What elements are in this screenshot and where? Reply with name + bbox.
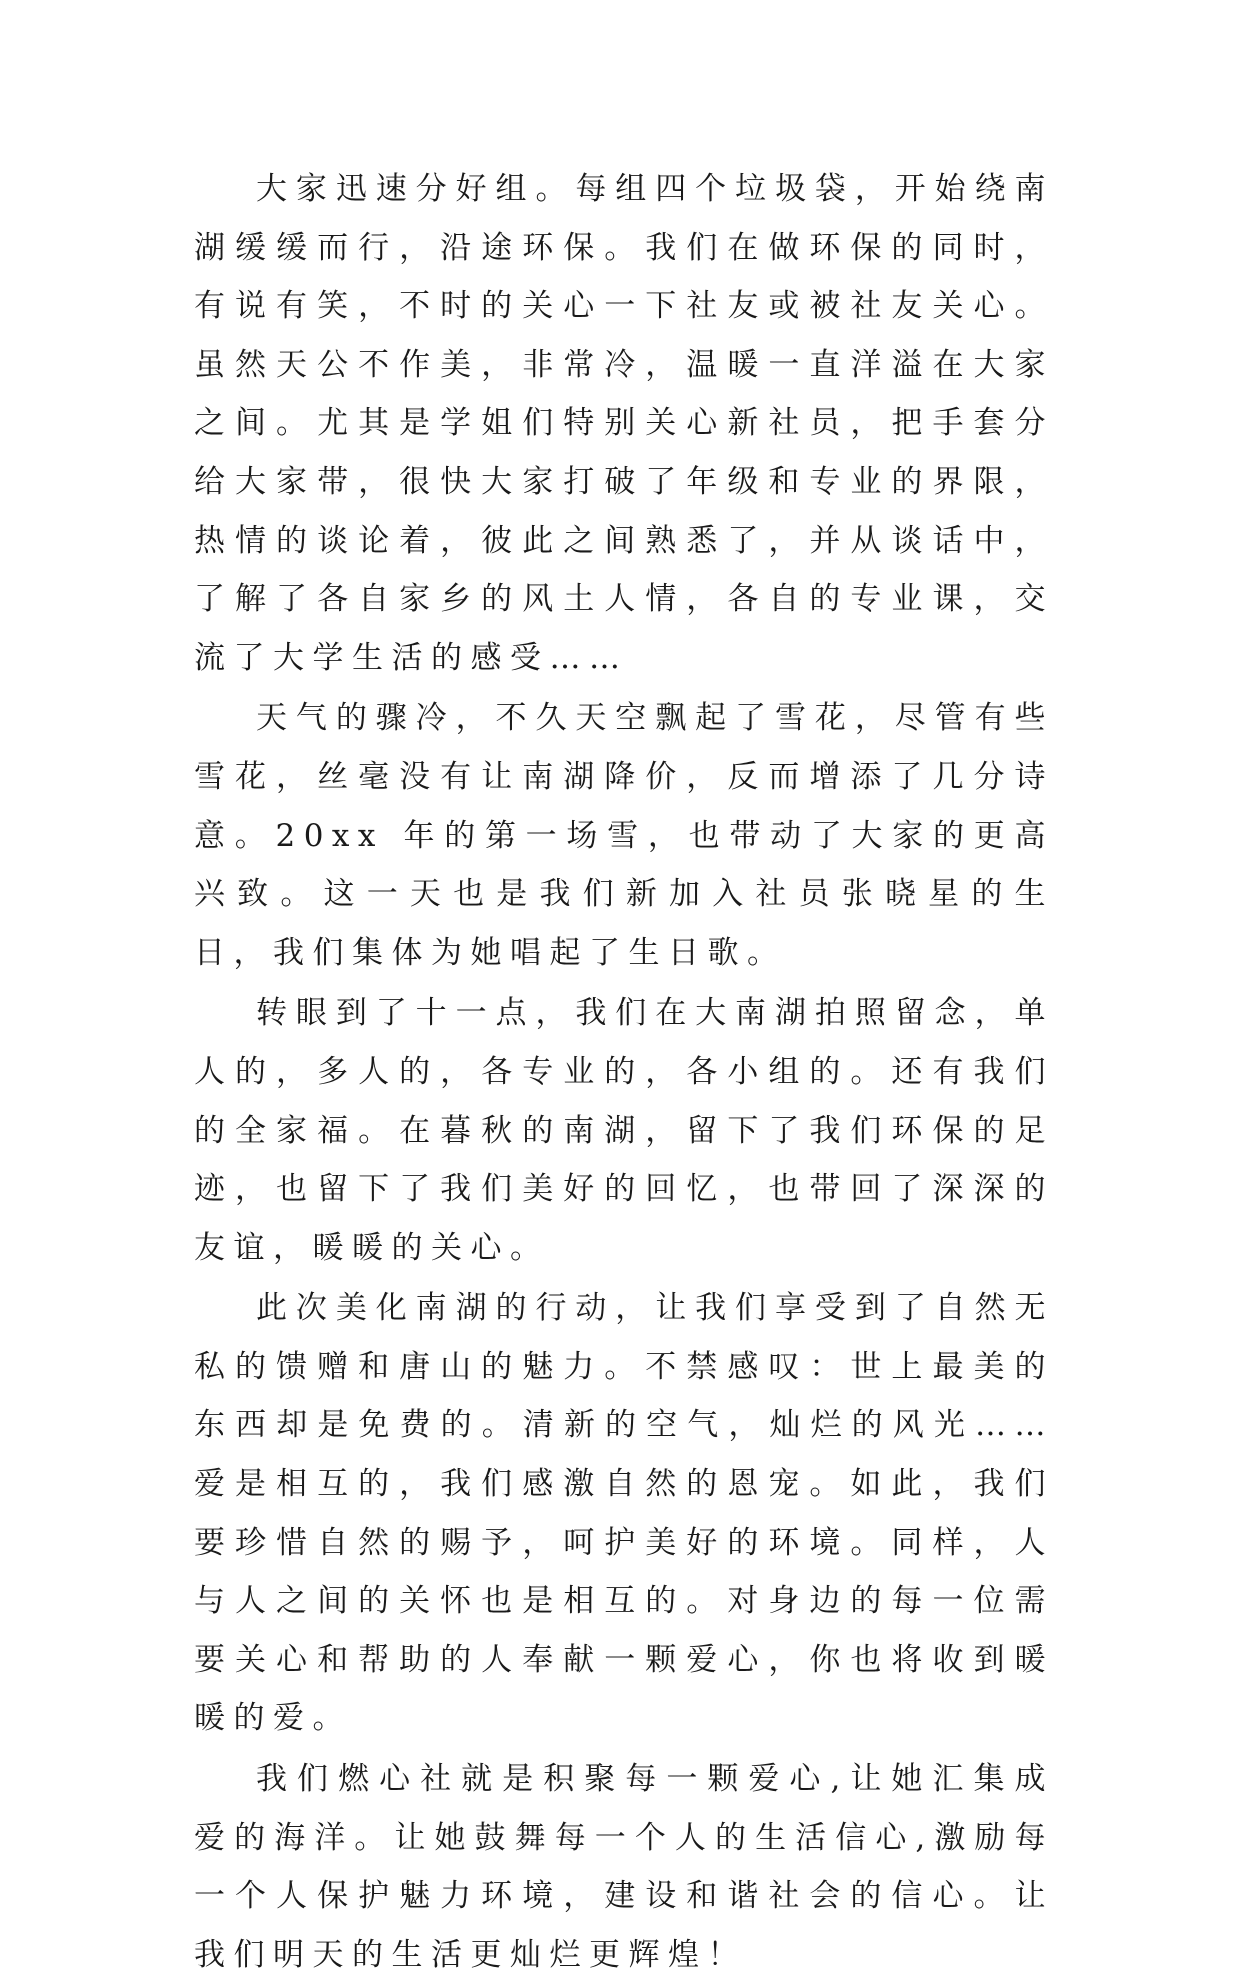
paragraph-3: 转眼到了十一点，我们在大南湖拍照留念，单人的，多人的，各专业的，各小组的。还有我们的全家福。在暮秋的南湖，留下了我们环保的足迹，也留下了我们美好的回忆，也带回了深深的友谊，暖暖的关心。 <box>194 995 1054 1266</box>
document-body <box>194 160 1054 1984</box>
paragraph-1: 大家迅速分好组。每组四个垃圾袋，开始绕南湖缓缓而行，沿途环保。我们在做环保的同时，有说有笑，不时的关心一下社友或被社友关心。虽然天公不作美，非常冷，温暖一直洋溢在大家之间。尤其是学姐们特别关心新社员，把手套分给大家带，很快大家打破了年级和专业的界限，热情的谈论着，彼此之间熟悉了，并从谈话中，了解了各自家乡的风土人情，各自的专业课，交流了大学生活的感受…… <box>194 171 1054 676</box>
paragraph-2: 天气的骤冷，不久天空飘起了雪花，尽管有些雪花，丝毫没有让南湖降价，反而增添了几分诗意。20xx 年的第一场雪，也带动了大家的更高兴致。这一天也是我们新加入社员张晓星的生日，我们集体为她唱起了生日歌。 <box>194 700 1054 971</box>
paragraph-4: 此次美化南湖的行动，让我们享受到了自然无私的馈赠和唐山的魅力。不禁感叹：世上最美的东西却是免费的。清新的空气，灿烂的风光……爱是相互的，我们感激自然的恩宠。如此，我们要珍惜自然的赐予，呵护美好的环境。同样，人与人之间的关怀也是相互的。对身边的每一位需要关心和帮助的人奉献一颗爱心，你也将收到暖暖的爱。 <box>194 1290 1054 1737</box>
paragraph-5: 我们燃心社就是积聚每一颗爱心,让她汇集成爱的海洋。让她鼓舞每一个人的生活信心,激励每一个人保护魅力环境，建设和谐社会的信心。让我们明天的生活更灿烂更辉煌！ <box>194 1761 1054 1973</box>
